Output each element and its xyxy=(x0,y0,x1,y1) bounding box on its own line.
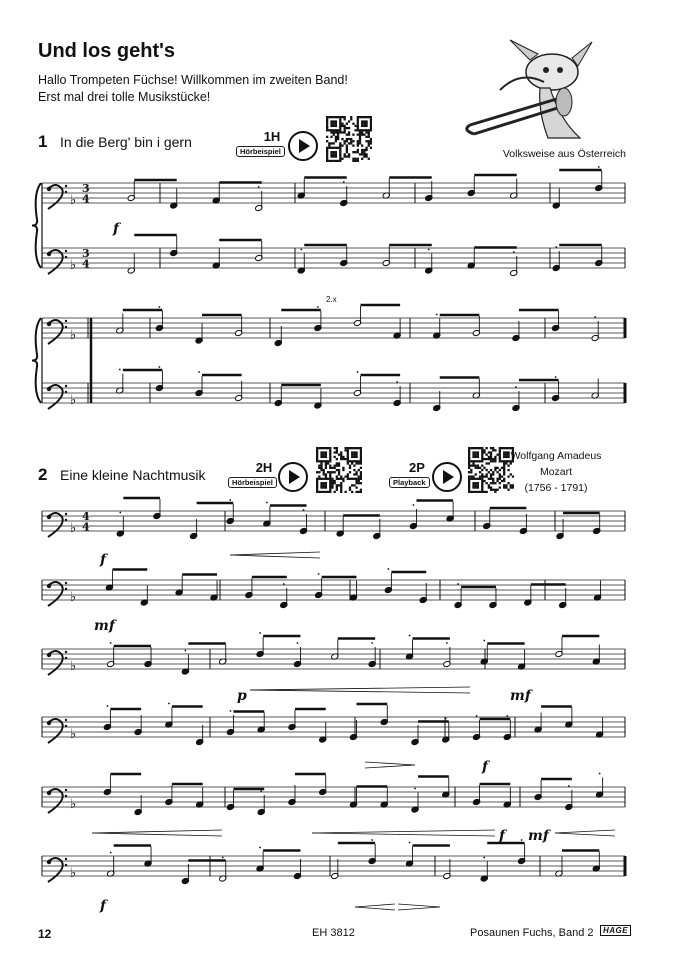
staccato-dot xyxy=(119,512,121,514)
bass-clef-dot xyxy=(65,588,67,590)
staccato-dot xyxy=(598,166,600,168)
bass-clef-dot xyxy=(65,864,67,866)
staccato-dot xyxy=(599,773,601,775)
composer-years: (1756 - 1791) xyxy=(524,482,588,494)
staccato-dot xyxy=(457,583,459,585)
staccato-dot xyxy=(300,249,302,251)
staccato-dot xyxy=(436,314,438,316)
bass-clef-dot xyxy=(65,858,67,860)
staccato-dot xyxy=(428,249,430,251)
piece1-audio-label: 1H xyxy=(263,129,281,144)
piece2-playback-tag: Playback xyxy=(389,477,430,488)
time-signature-top: 3 xyxy=(82,247,90,260)
bass-clef-dot xyxy=(65,185,67,187)
staccato-dot xyxy=(387,568,389,570)
staccato-dot xyxy=(409,842,411,844)
bass-clef-dot xyxy=(47,187,51,191)
bass-clef-dot xyxy=(65,657,67,659)
dynamic-marking: f xyxy=(499,828,506,844)
piece2-audio-label: 2H xyxy=(255,460,273,475)
time-signature-top: 3 xyxy=(82,182,90,195)
staccato-dot xyxy=(230,710,232,712)
bass-clef-dot xyxy=(47,721,51,725)
staccato-dot xyxy=(303,509,305,511)
staccato-dot xyxy=(119,369,121,371)
crescendo-hairpin xyxy=(312,833,495,836)
dynamic-marking: p xyxy=(237,688,247,704)
staccato-dot xyxy=(318,573,320,575)
bass-clef-dot xyxy=(47,387,51,391)
bass-clef-dot xyxy=(65,326,67,328)
bass-clef-dot xyxy=(65,513,67,515)
decrescendo-hairpin xyxy=(398,907,440,910)
staccato-dot xyxy=(483,640,485,642)
key-signature-flat: ♭ xyxy=(70,258,77,273)
composer-line-1: Wolfgang Amadeus xyxy=(510,450,602,462)
bass-clef-dot xyxy=(65,191,67,193)
key-signature-flat: ♭ xyxy=(70,659,77,674)
bass-clef-dot xyxy=(65,250,67,252)
piece2-playback-label: 2P xyxy=(409,460,425,475)
staccato-dot xyxy=(258,186,260,188)
bass-clef-dot xyxy=(65,795,67,797)
intro-line-2: Erst mal drei tolle Musikstücke! xyxy=(38,90,211,104)
volta-label: 2.x xyxy=(326,295,337,304)
piece2-number: 2 xyxy=(38,465,48,484)
decrescendo-hairpin xyxy=(365,765,415,768)
bass-clef-dot xyxy=(65,651,67,653)
staccato-dot xyxy=(515,386,517,388)
piece2-title: Eine kleine Nachtmusik xyxy=(60,467,206,483)
composer-line-2: Mozart xyxy=(539,466,573,478)
piece1-credit: Volksweise aus Österreich xyxy=(502,148,626,160)
key-signature-flat: ♭ xyxy=(70,590,77,605)
bass-clef-dot xyxy=(47,653,51,657)
staccato-dot xyxy=(229,499,231,501)
staccato-dot xyxy=(555,376,557,378)
crescendo-hairpin xyxy=(555,833,615,836)
crescendo-hairpin xyxy=(250,687,470,690)
staccato-dot xyxy=(259,632,261,634)
crescendo-hairpin xyxy=(250,690,470,693)
staccato-dot xyxy=(414,788,416,790)
piece1-number: 1 xyxy=(38,132,48,151)
key-signature-flat: ♭ xyxy=(70,727,77,742)
staccato-dot xyxy=(297,642,299,644)
staccato-dot xyxy=(317,306,319,308)
bass-clef-dot xyxy=(65,719,67,721)
bass-clef-dot xyxy=(65,519,67,521)
dynamic-marking: f xyxy=(100,552,107,568)
bass-clef-dot xyxy=(65,725,67,727)
bass-clef-dot xyxy=(65,256,67,258)
dynamic-marking: mf xyxy=(510,688,531,704)
bass-clef-dot xyxy=(65,582,67,584)
dynamic-marking: f xyxy=(482,759,489,775)
key-signature-flat: ♭ xyxy=(70,521,77,536)
bass-clef-dot xyxy=(47,584,51,588)
staccato-dot xyxy=(110,852,112,854)
staccato-dot xyxy=(159,366,161,368)
key-signature-flat: ♭ xyxy=(70,393,77,408)
staccato-dot xyxy=(413,504,415,506)
staccato-dot xyxy=(343,181,345,183)
staccato-dot xyxy=(483,857,485,859)
page-number: 12 xyxy=(38,927,52,941)
key-signature-flat: ♭ xyxy=(70,866,77,881)
time-signature-top: 4 xyxy=(82,510,90,523)
staccato-dot xyxy=(159,306,161,308)
bass-clef-dot xyxy=(65,320,67,322)
page-title: Und los geht's xyxy=(38,40,175,62)
dynamic-marking: mf xyxy=(94,618,115,634)
catalog-number: EH 3812 xyxy=(312,927,355,939)
staccato-dot xyxy=(446,642,448,644)
staccato-dot xyxy=(198,371,200,373)
bass-clef-dot xyxy=(47,252,51,256)
staccato-dot xyxy=(259,847,261,849)
staccato-dot xyxy=(396,381,398,383)
crescendo-hairpin xyxy=(230,552,320,555)
staccato-dot xyxy=(555,246,557,248)
dynamic-marking: f xyxy=(113,221,120,237)
crescendo-hairpin xyxy=(555,830,615,833)
staccato-dot xyxy=(521,839,523,841)
decrescendo-hairpin xyxy=(365,762,415,765)
staccato-dot xyxy=(266,502,268,504)
staccato-dot xyxy=(568,785,570,787)
intro-line-1: Hallo Trompeten Füchse! Willkommen im zweiten Band! xyxy=(38,73,348,87)
dynamic-marking: mf xyxy=(528,828,549,844)
bass-clef-dot xyxy=(65,789,67,791)
key-signature-flat: ♭ xyxy=(70,328,77,343)
key-signature-flat: ♭ xyxy=(70,193,77,208)
staccato-dot xyxy=(260,790,262,792)
decrescendo-hairpin xyxy=(398,904,440,907)
bass-clef-dot xyxy=(65,391,67,393)
dynamic-marking: f xyxy=(100,898,107,914)
staccato-dot xyxy=(513,251,515,253)
staccato-dot xyxy=(506,715,508,717)
staccato-dot xyxy=(110,642,112,644)
key-signature-flat: ♭ xyxy=(70,797,77,812)
staccato-dot xyxy=(476,715,478,717)
staccato-dot xyxy=(283,583,285,585)
brace-icon xyxy=(32,318,41,403)
staccato-dot xyxy=(184,650,186,652)
staccato-dot xyxy=(371,839,373,841)
bass-clef-dot xyxy=(65,385,67,387)
bass-clef-dot xyxy=(47,322,51,326)
crescendo-hairpin xyxy=(92,830,222,833)
staccato-dot xyxy=(168,703,170,705)
staccato-dot xyxy=(222,857,224,859)
staccato-dot xyxy=(445,718,447,720)
staccato-dot xyxy=(594,316,596,318)
book-title: Posaunen Fuchs, Band 2 xyxy=(470,927,594,939)
staccato-dot xyxy=(371,642,373,644)
time-signature-bottom: 4 xyxy=(82,257,90,271)
publisher-logo: HAGE xyxy=(600,925,631,936)
brace-icon xyxy=(32,183,41,268)
crescendo-hairpin xyxy=(312,830,495,833)
bass-clef-dot xyxy=(47,515,51,519)
staccato-dot xyxy=(409,635,411,637)
crescendo-hairpin xyxy=(355,904,395,907)
time-signature-bottom: 4 xyxy=(82,520,90,534)
piece1-audio-tag: Hörbeispiel xyxy=(236,146,285,157)
crescendo-hairpin xyxy=(92,833,222,836)
time-signature-bottom: 4 xyxy=(82,192,90,206)
staccato-dot xyxy=(357,371,359,373)
piece2-audio-tag: Hörbeispiel xyxy=(228,477,277,488)
piece1-title: In die Berg' bin i gern xyxy=(60,134,192,150)
crescendo-hairpin xyxy=(355,907,395,910)
staccato-dot xyxy=(106,705,108,707)
bass-clef-dot xyxy=(47,860,51,864)
crescendo-hairpin xyxy=(230,555,320,558)
bass-clef-dot xyxy=(47,791,51,795)
